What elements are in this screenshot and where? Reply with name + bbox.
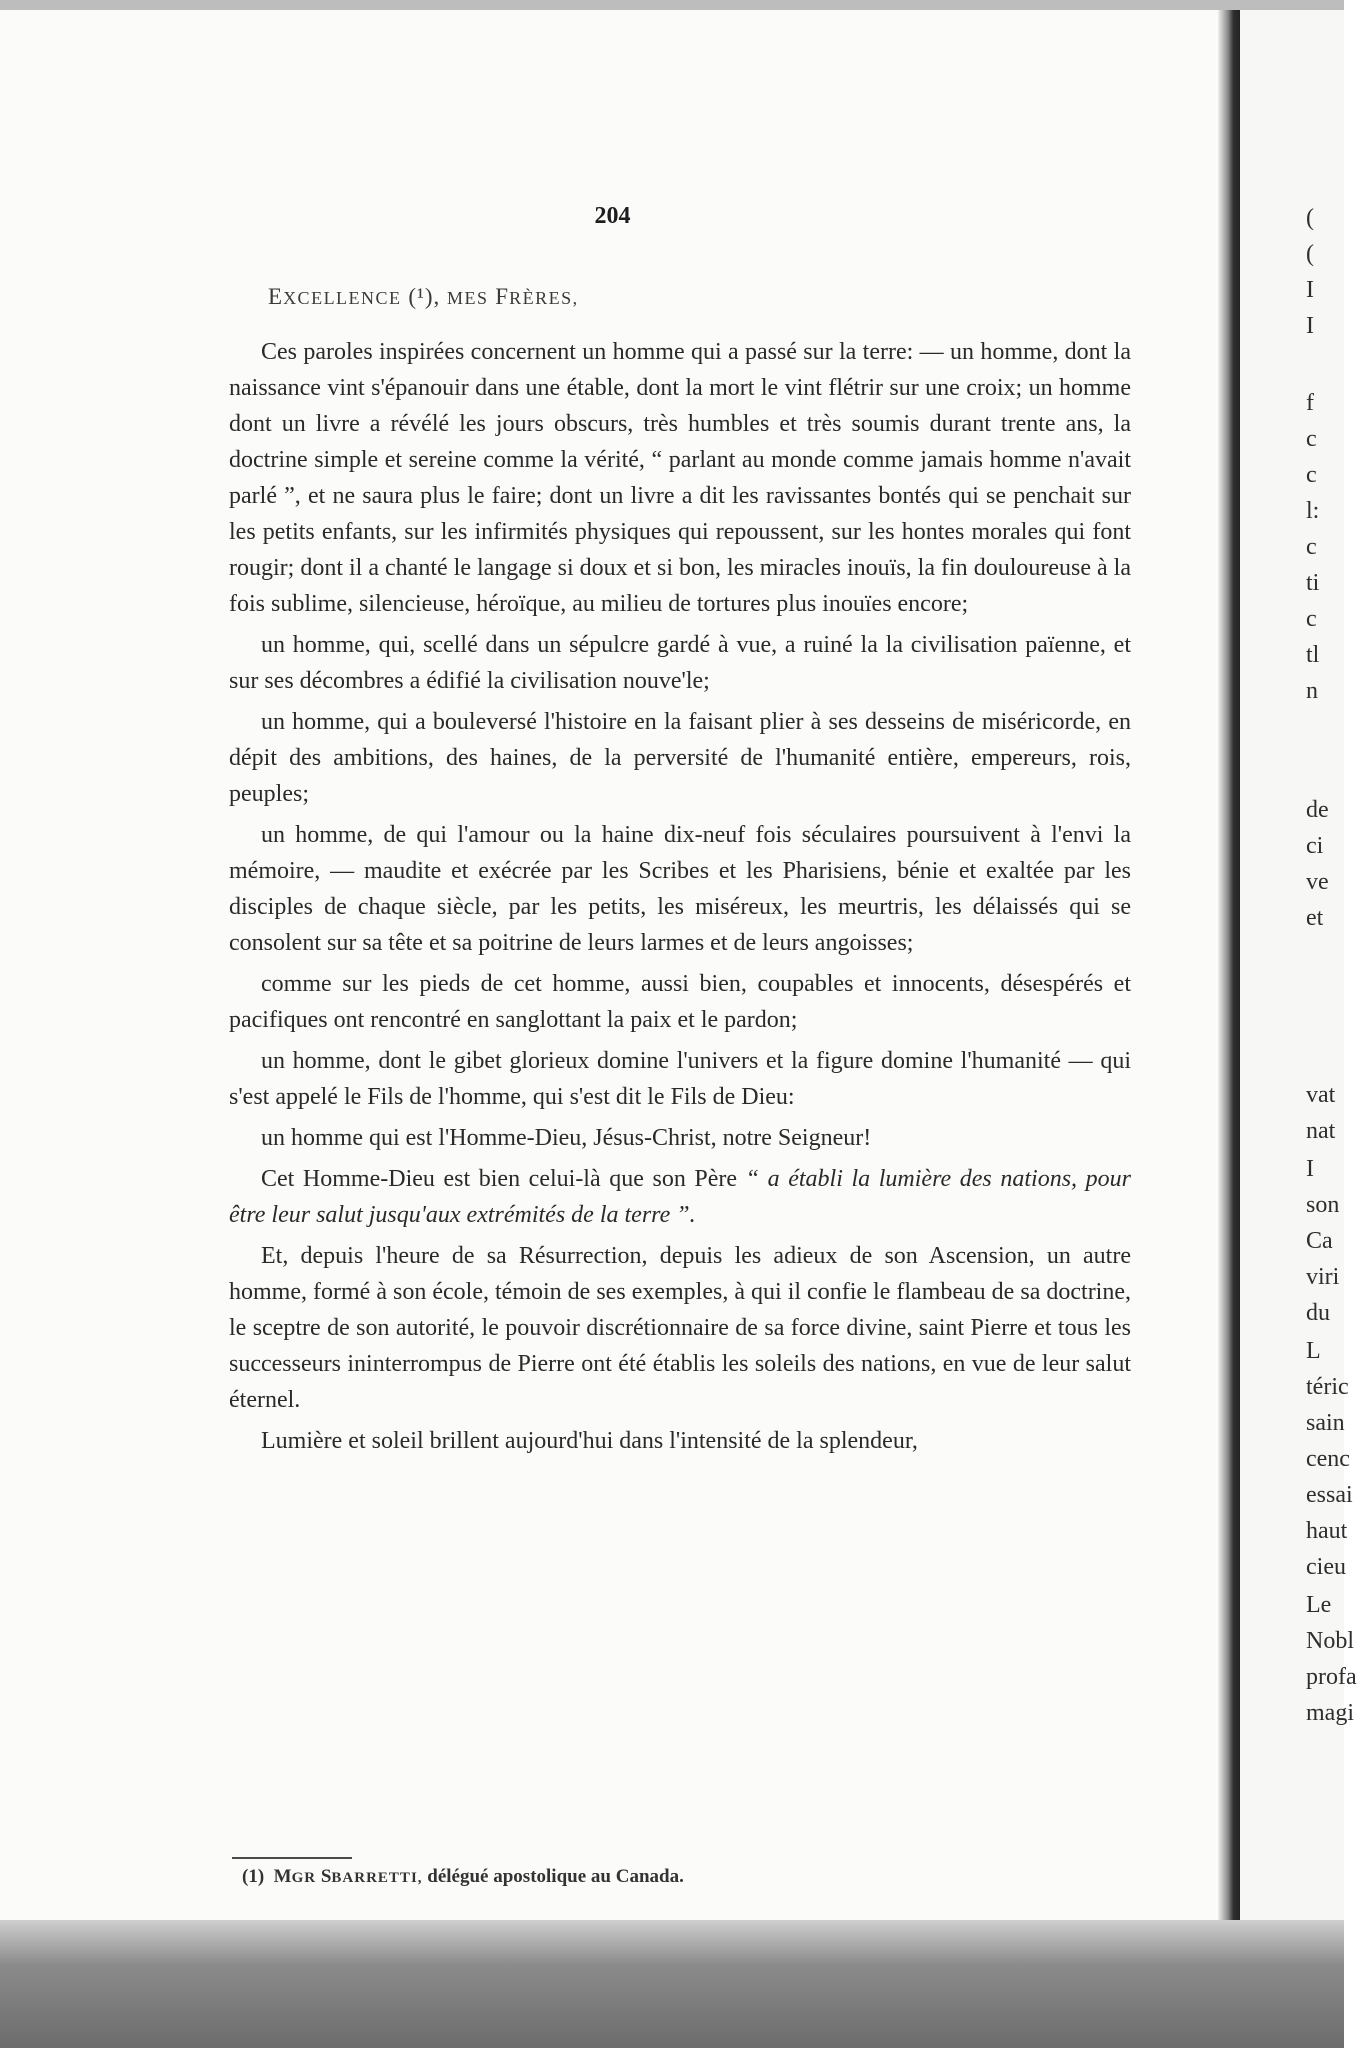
paragraph: Ces paroles inspirées concernent un homme qui a passé sur la terre: — un homme, dont la naissance vint s'épanouir dans une étable, dont la mort le vint flétrir sur une croix; un homme dont un livre a révélé les jours obscurs, très humbles et très soumis durant trente ans, la doctrine simple et sereine comme la vérité, “ parlant au monde comme jamais homme n'avait parlé ”, et ne saura plus le faire; dont un livre a dit les ravissantes bontés qui se penchait sur les petits enfants, sur les infirmités physiques qui repoussent, sur les hontes morales qui font rougir; dont il a chanté le langage si doux et si bon, les miracles inouïs, la fin douloureuse à la fois sublime, silencieuse, héroïque, au milieu de tortures plus inouïes encore; <box>229 339 1131 617</box>
facing-page-fragment: profa <box>1306 1664 1357 1690</box>
facing-page-fragment: ( <box>1306 205 1314 231</box>
facing-page-fragment: cieu <box>1306 1554 1346 1580</box>
facing-page-fragment: nat <box>1306 1118 1336 1144</box>
footnote-text: délégué apostolique au Canada. <box>422 1866 684 1887</box>
facing-page-fragment: cenc <box>1306 1446 1350 1472</box>
facing-page-fragment: viri <box>1306 1264 1340 1290</box>
facing-page-fragment: c <box>1306 606 1317 632</box>
paragraph: comme sur les pieds de cet homme, aussi bien, coupables et innocents, désespérés et pacifiques ont rencontré en sanglottant la paix et le pardon; <box>229 971 1131 1033</box>
footnote-name: SBARRETTI, <box>320 1866 423 1887</box>
footnote-marker: (1) <box>242 1866 265 1887</box>
facing-page-fragment: et <box>1306 905 1324 931</box>
facing-page-fragment: Le <box>1306 1592 1332 1618</box>
salutation-excellence: EXCELLENCE <box>268 284 402 309</box>
footnote <box>242 1866 684 1888</box>
facing-page-fragment: vat <box>1306 1082 1336 1108</box>
footnote-divider <box>232 1857 352 1859</box>
facing-page-fragment: ti <box>1306 570 1320 596</box>
book-gutter <box>1218 10 1240 1920</box>
facing-page-fragment: téric <box>1306 1374 1349 1400</box>
paragraph-quote <box>229 1161 1131 1233</box>
footnote-title: MGR <box>273 1866 317 1887</box>
facing-page-fragment: Nobl <box>1306 1628 1354 1654</box>
body-text <box>229 334 1131 1464</box>
salutation-freres: FRÈRES, <box>495 284 579 309</box>
facing-page-fragment: c <box>1306 426 1317 452</box>
facing-page-fragment: f <box>1306 390 1314 416</box>
facing-page-fragment: tl <box>1306 642 1320 668</box>
paragraph: Et, depuis l'heure de sa Résurrection, depuis les adieux de son Ascension, un autre homme, formé à son école, témoin de ses exemples, à qui il confie le flambeau de sa doctrine, le sceptre de son autorité, le pouvoir discrétionnaire de sa force divine, saint Pierre et tous les successeurs ininterrompus de Pierre ont été établis les soleils des nations, en vue de leur salut éternel. <box>229 1243 1131 1413</box>
facing-page-fragment: ve <box>1306 869 1329 895</box>
facing-page-fragment: magi <box>1306 1700 1354 1726</box>
footnote-reference: (¹), <box>408 284 441 309</box>
facing-page-fragment: l: <box>1306 498 1320 524</box>
facing-page-fragment: I <box>1306 313 1314 339</box>
paragraph: un homme, qui a bouleversé l'histoire en la faisant plier à ses desseins de miséricorde, en dépit des ambitions, des haines, de la perversité de l'humanité entière, empereurs, rois, peuples; <box>229 709 1131 807</box>
facing-page-fragment: sain <box>1306 1410 1345 1436</box>
facing-page-fragment: L <box>1306 1338 1321 1364</box>
facing-page-fragment: Ca <box>1306 1228 1333 1254</box>
salutation-mes: MES <box>447 288 489 308</box>
facing-page-fragment: essai <box>1306 1482 1353 1508</box>
facing-page-fragment: du <box>1306 1300 1330 1326</box>
paragraph: Lumière et soleil brillent aujourd'hui dans l'intensité de la splendeur, <box>261 1428 918 1454</box>
quote-lead: Cet Homme-Dieu est bien celui-là que son Père <box>261 1166 746 1192</box>
paragraph: un homme, de qui l'amour ou la haine dix-neuf fois séculaires poursuivent à l'envi la mémoire, — maudite et exécrée par les Scribes et les Pharisiens, bénie et exaltée par les disciples de chaque siècle, par les petits, les miséreux, les meurtris, les délaissés qui se consolent sur sa tête et sa poitrine de leurs larmes et de leurs angoisses; <box>229 822 1131 956</box>
scan-bottom-edge <box>0 1920 1344 2048</box>
paragraph: un homme qui est l'Homme-Dieu, Jésus-Christ, notre Seigneur! <box>261 1125 872 1151</box>
paragraph: un homme, qui, scellé dans un sépulcre gardé à vue, a ruiné la la civilisation païenne, et sur ses décombres a édifié la civilisation nouve'le; <box>229 632 1131 694</box>
salutation <box>268 284 579 310</box>
quote-italic: “ a établi la lumière des nations, pour être leur salut jusqu'aux extrémités de la terre ”. <box>229 1166 1131 1228</box>
facing-page-fragment: ci <box>1306 833 1324 859</box>
page-number: 204 <box>594 203 631 229</box>
facing-page-fragment: de <box>1306 797 1329 823</box>
facing-page-fragment: c <box>1306 534 1317 560</box>
facing-page-fragment: ( <box>1306 241 1314 267</box>
facing-page-fragment: c <box>1306 462 1317 488</box>
facing-page-fragment: I <box>1306 277 1314 303</box>
facing-page-fragment: haut <box>1306 1518 1348 1544</box>
facing-page-fragment: I <box>1306 1156 1314 1182</box>
facing-page-fragment: n <box>1306 678 1318 704</box>
paragraph: un homme, dont le gibet glorieux domine l'univers et la figure domine l'humanité — qui s'est appelé le Fils de l'homme, qui s'est dit le Fils de Dieu: <box>229 1048 1131 1110</box>
scan-top-edge <box>0 0 1344 10</box>
facing-page-fragment: son <box>1306 1192 1340 1218</box>
